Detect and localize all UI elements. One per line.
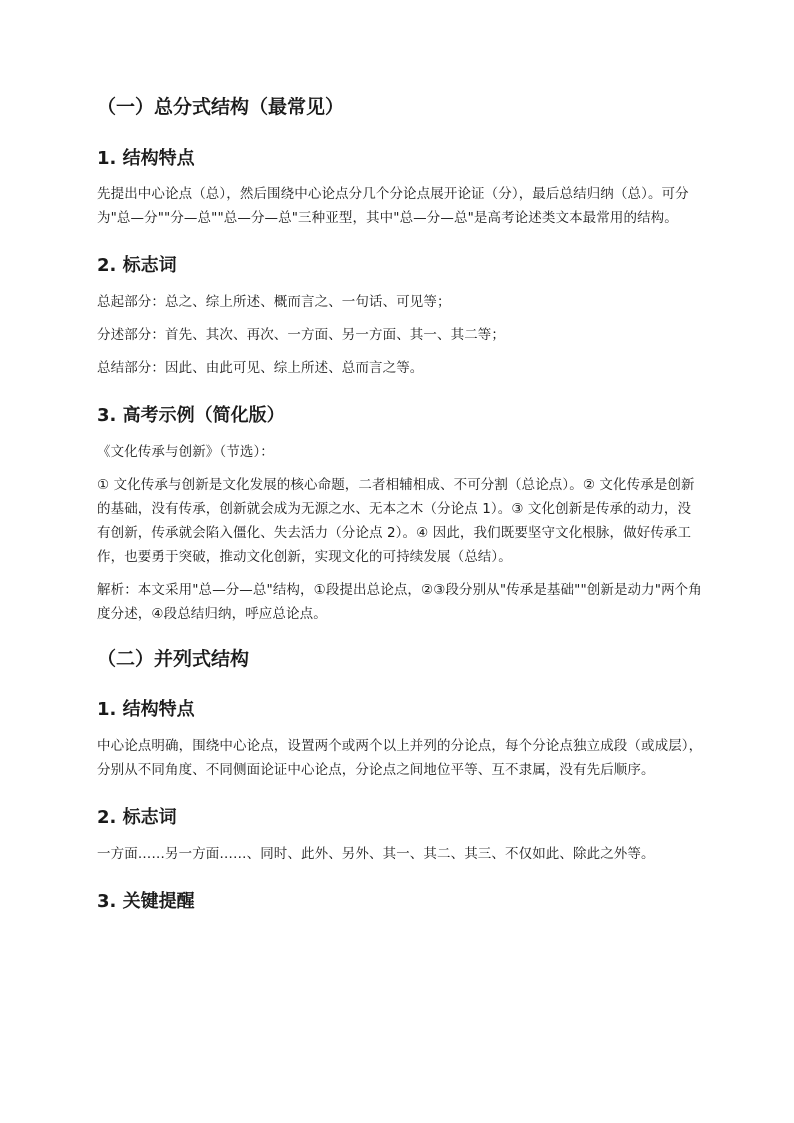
subheading-exam-example: 3. 高考示例（简化版） — [97, 404, 285, 426]
subheading-structure-features: 1. 结构特点 — [97, 147, 195, 169]
paragraph-marker-words-2: 一方面……另一方面……、同时、此外、另外、其一、其二、其三、不仅如此、除此之外等。 — [97, 845, 655, 862]
paragraph-marker-conclusion: 总结部分：因此、由此可见、综上所述、总而言之等。 — [97, 359, 424, 376]
subheading-key-reminder: 3. 关键提醒 — [97, 890, 195, 912]
subheading-marker-words: 2. 标志词 — [97, 255, 177, 277]
paragraph-example-analysis: 解析：本文采用"总—分—总"结构，①段提出总论点，②③段分别从"传承是基础""创新是动力"两个角度分述，④段总结归纳，呼应总论点。 — [97, 581, 702, 622]
subheading-structure-features-2: 1. 结构特点 — [97, 699, 195, 721]
section-heading-1: （一）总分式结构（最常见） — [97, 96, 345, 118]
paragraph-structure-features-2: 中心论点明确，围绕中心论点，设置两个或两个以上并列的分论点，每个分论点独立成段（或成层），分别从不同角度、不同侧面论证中心论点，分论点之间地位平等、互不隶属，没有先后顺序。 — [97, 737, 703, 778]
paragraph-example-source: 《文化传承与创新》（节选）： — [97, 443, 274, 460]
paragraph-example-text: ① 文化传承与创新是文化发展的核心命题，二者相辅相成、不可分割（总论点）。② 文化传承是创新的基础，没有传承，创新就会成为无源之水、无本之木（分论点 1）。③ 文化创新是传承的动力，没有创新，传承就会陷入僵化、失去活力（分论点 2）。④ 因此，我们既要坚守文化根脉，做好传承工作，也要勇于突破，推动文化创新，实现文化的可持续发展（总结）。 — [97, 476, 695, 565]
paragraph-marker-opening: 总起部分：总之、综上所述、概而言之、一句话、可见等； — [97, 293, 451, 310]
paragraph-structure-features: 先提出中心论点（总），然后围绕中心论点分几个分论点展开论证（分），最后总结归纳（总）。可分为"总—分""分—总""总—分—总"三种亚型，其中"总—分—总"是高考论述类文本最常用的结构。 — [97, 186, 689, 227]
document-page — [97, 90, 703, 912]
paragraph-marker-body: 分述部分：首先、其次、再次、一方面、另一方面、其一、其二等； — [97, 326, 505, 343]
section-heading-2: （二）并列式结构 — [97, 647, 250, 670]
subheading-marker-words-2: 2. 标志词 — [97, 806, 177, 828]
